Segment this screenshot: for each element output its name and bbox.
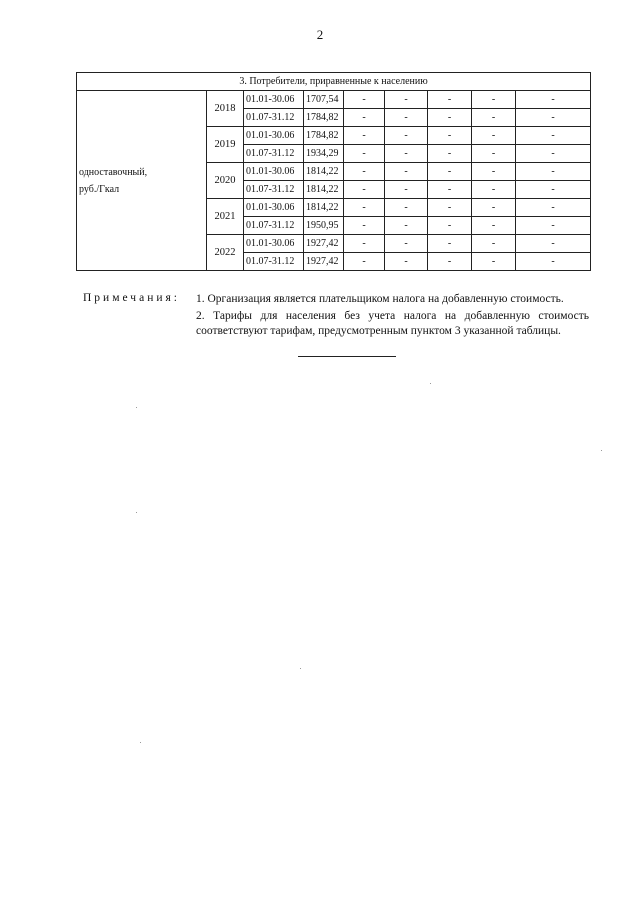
empty-value-cell: - bbox=[472, 181, 516, 199]
empty-value-cell: - bbox=[344, 199, 385, 217]
empty-value-cell: - bbox=[385, 235, 428, 253]
tariff-value-cell: 1784,82 bbox=[304, 109, 344, 127]
empty-value-cell: - bbox=[344, 181, 385, 199]
tariff-label-line: руб./Гкал bbox=[79, 183, 120, 195]
empty-value-cell: - bbox=[428, 145, 472, 163]
period-cell: 01.07-31.12 bbox=[244, 253, 304, 271]
empty-value-cell: - bbox=[516, 181, 591, 199]
section-heading: 3. Потребители, приравненные к населению bbox=[77, 73, 591, 91]
empty-value-cell: - bbox=[344, 91, 385, 109]
period-cell: 01.07-31.12 bbox=[244, 109, 304, 127]
empty-value-cell: - bbox=[344, 145, 385, 163]
empty-value-cell: - bbox=[385, 199, 428, 217]
empty-value-cell: - bbox=[472, 91, 516, 109]
year-cell: 2022 bbox=[207, 235, 244, 271]
empty-value-cell: - bbox=[516, 253, 591, 271]
tariff-table bbox=[76, 72, 591, 271]
empty-value-cell: - bbox=[516, 145, 591, 163]
period-cell: 01.01-30.06 bbox=[244, 127, 304, 145]
scan-speck bbox=[136, 407, 137, 408]
tariff-table-body bbox=[77, 73, 591, 271]
period-cell: 01.01-30.06 bbox=[244, 163, 304, 181]
period-cell: 01.07-31.12 bbox=[244, 145, 304, 163]
empty-value-cell: - bbox=[516, 235, 591, 253]
scan-speck bbox=[140, 742, 141, 743]
empty-value-cell: - bbox=[472, 163, 516, 181]
scan-speck bbox=[430, 383, 431, 384]
scan-speck bbox=[601, 450, 602, 451]
empty-value-cell: - bbox=[385, 145, 428, 163]
empty-value-cell: - bbox=[472, 217, 516, 235]
period-cell: 01.07-31.12 bbox=[244, 181, 304, 199]
year-cell: 2021 bbox=[207, 199, 244, 235]
empty-value-cell: - bbox=[472, 109, 516, 127]
closing-rule bbox=[298, 356, 396, 357]
empty-value-cell: - bbox=[428, 235, 472, 253]
section-heading-row bbox=[77, 73, 591, 91]
year-cell: 2020 bbox=[207, 163, 244, 199]
notes-label: Примечания: bbox=[83, 292, 180, 304]
empty-value-cell: - bbox=[344, 235, 385, 253]
empty-value-cell: - bbox=[428, 163, 472, 181]
tariff-value-cell: 1934,29 bbox=[304, 145, 344, 163]
tariff-value-cell: 1784,82 bbox=[304, 127, 344, 145]
empty-value-cell: - bbox=[385, 109, 428, 127]
empty-value-cell: - bbox=[344, 217, 385, 235]
empty-value-cell: - bbox=[516, 217, 591, 235]
page-number: 2 bbox=[316, 27, 324, 42]
empty-value-cell: - bbox=[428, 253, 472, 271]
empty-value-cell: - bbox=[428, 127, 472, 145]
empty-value-cell: - bbox=[428, 217, 472, 235]
empty-value-cell: - bbox=[472, 253, 516, 271]
note-item: 2. Тарифы для населения без учета налога на добавленную стоимость соответствуют тарифам, предусмотренным пунктом 3 указанной таблицы. bbox=[196, 310, 589, 337]
empty-value-cell: - bbox=[516, 91, 591, 109]
empty-value-cell: - bbox=[428, 199, 472, 217]
scan-speck bbox=[136, 512, 137, 513]
tariff-value-cell: 1814,22 bbox=[304, 181, 344, 199]
year-cell: 2019 bbox=[207, 127, 244, 163]
empty-value-cell: - bbox=[344, 163, 385, 181]
period-cell: 01.01-30.06 bbox=[244, 91, 304, 109]
period-cell: 01.07-31.12 bbox=[244, 217, 304, 235]
empty-value-cell: - bbox=[344, 127, 385, 145]
empty-value-cell: - bbox=[344, 253, 385, 271]
tariff-value-cell: 1814,22 bbox=[304, 163, 344, 181]
empty-value-cell: - bbox=[385, 163, 428, 181]
tariff-value-cell: 1950,95 bbox=[304, 217, 344, 235]
empty-value-cell: - bbox=[472, 145, 516, 163]
empty-value-cell: - bbox=[472, 199, 516, 217]
tariff-row bbox=[77, 91, 591, 109]
year-cell: 2018 bbox=[207, 91, 244, 127]
tariff-value-cell: 1927,42 bbox=[304, 235, 344, 253]
empty-value-cell: - bbox=[516, 109, 591, 127]
empty-value-cell: - bbox=[344, 109, 385, 127]
empty-value-cell: - bbox=[385, 217, 428, 235]
period-cell: 01.01-30.06 bbox=[244, 199, 304, 217]
tariff-value-cell: 1707,54 bbox=[304, 91, 344, 109]
empty-value-cell: - bbox=[385, 91, 428, 109]
empty-value-cell: - bbox=[385, 127, 428, 145]
empty-value-cell: - bbox=[428, 181, 472, 199]
note-item: 1. Организация является плательщиком налога на добавленную стоимость. bbox=[196, 293, 564, 305]
empty-value-cell: - bbox=[472, 235, 516, 253]
empty-value-cell: - bbox=[428, 109, 472, 127]
empty-value-cell: - bbox=[516, 163, 591, 181]
tariff-label-line: одноставочный, bbox=[79, 166, 148, 178]
empty-value-cell: - bbox=[472, 127, 516, 145]
empty-value-cell: - bbox=[385, 181, 428, 199]
empty-value-cell: - bbox=[385, 253, 428, 271]
tariff-value-cell: 1927,42 bbox=[304, 253, 344, 271]
empty-value-cell: - bbox=[516, 199, 591, 217]
empty-value-cell: - bbox=[516, 127, 591, 145]
scan-speck bbox=[300, 668, 301, 669]
tariff-label bbox=[77, 91, 207, 271]
tariff-value-cell: 1814,22 bbox=[304, 199, 344, 217]
empty-value-cell: - bbox=[428, 91, 472, 109]
period-cell: 01.01-30.06 bbox=[244, 235, 304, 253]
